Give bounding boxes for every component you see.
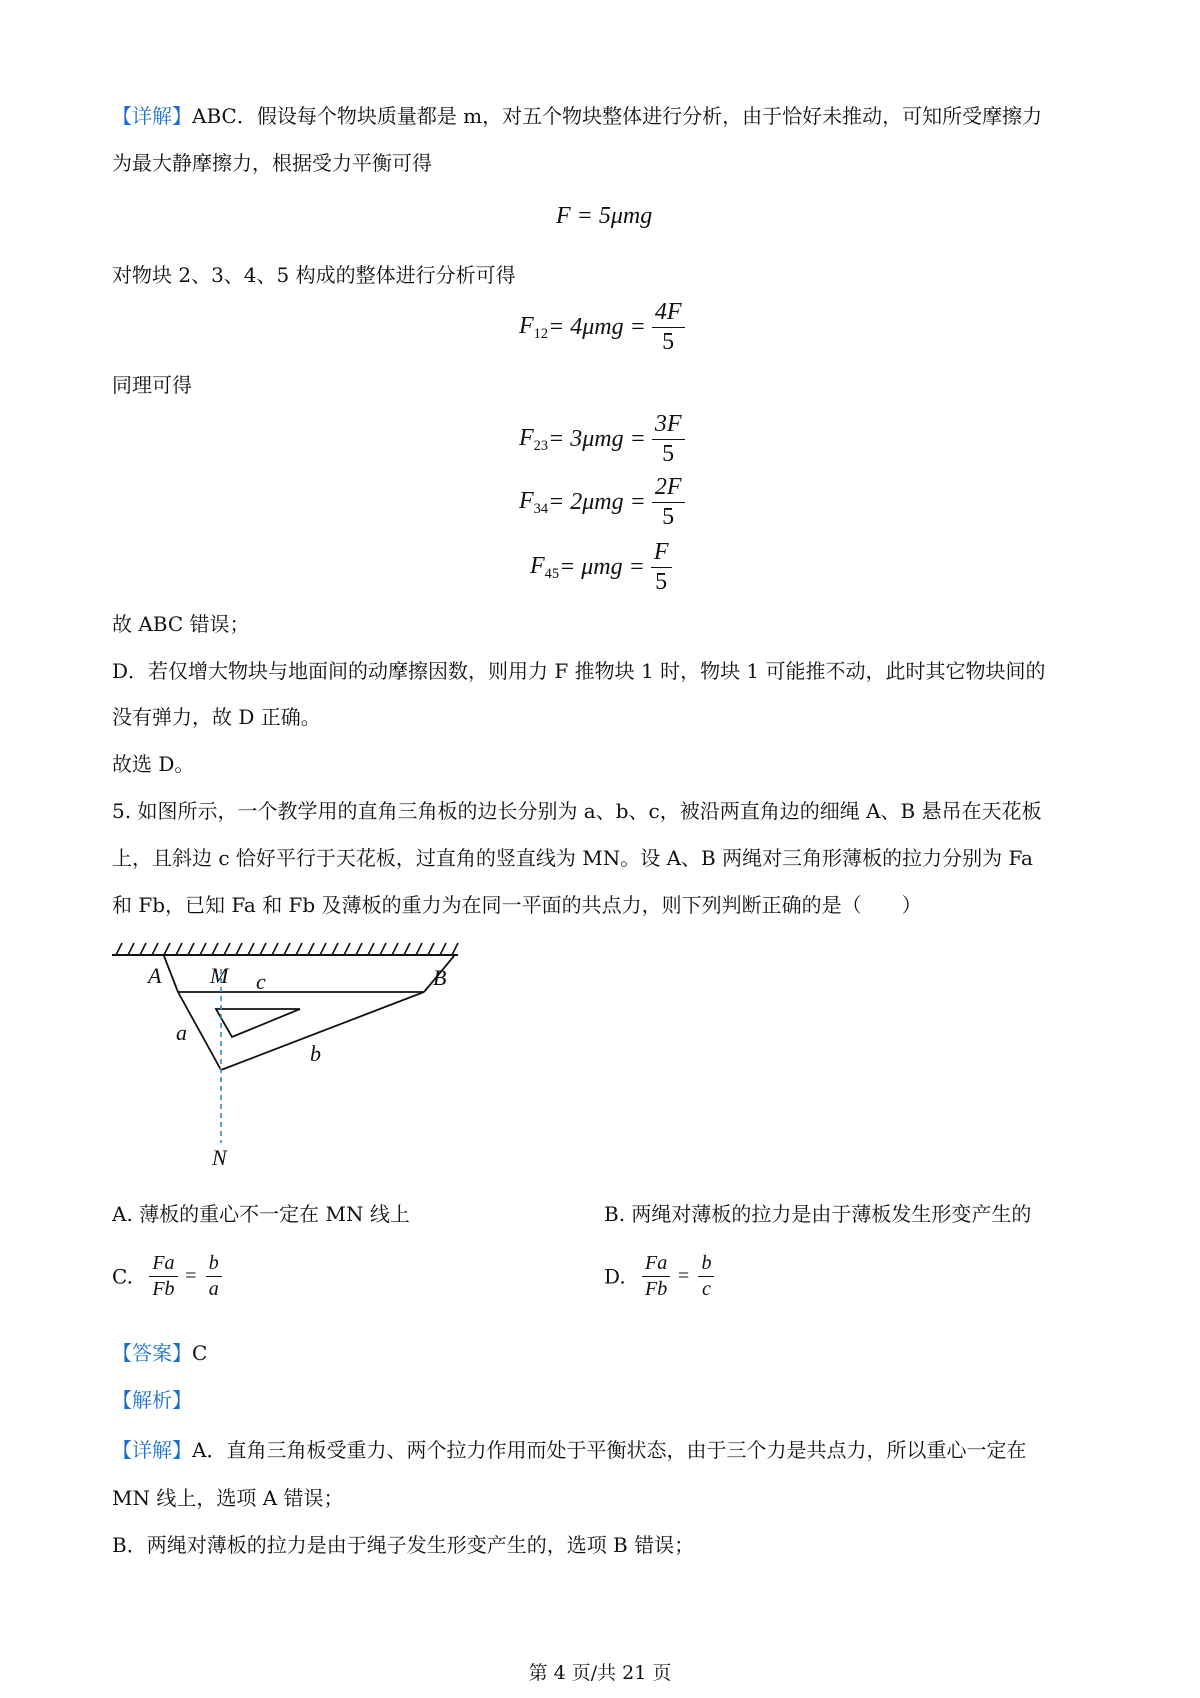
leg-b — [221, 992, 424, 1070]
ceiling-hatching — [112, 943, 458, 955]
detail-paragraph-line-2: 为最大静摩擦力，根据受力平衡可得 — [112, 151, 432, 175]
equation-total-force: F = 5μmg — [556, 203, 653, 229]
label-b-side: b — [310, 1041, 321, 1066]
question-5-line-1: 5. 如图所示，一个教学用的直角三角板的边长分别为 a、b、c，被沿两直角边的细绳 A、B 悬吊在天花板 — [112, 799, 1042, 823]
equation-f23: $F_{23}= 3\mu mg$ = $\frac{3F}{5}$ — [519, 412, 685, 467]
option-a: A. 薄板的重心不一定在 MN 线上 — [112, 1202, 410, 1226]
detail-paragraph-line-3: 对物块 2、3、4、5 构成的整体进行分析可得 — [112, 263, 516, 287]
triangle-plate-diagram — [108, 925, 478, 1175]
answer-tag: 【答案】 — [112, 1341, 192, 1365]
detail-paragraph-line-1: 【详解】ABC．假设每个物块质量都是 m，对五个物块整体进行分析，由于恰好未推动，可知所受摩擦力 — [112, 104, 1043, 128]
inner-triangle-cutout — [216, 1009, 300, 1037]
analysis-tag: 【解析】 — [112, 1388, 192, 1412]
detail-tag: 【详解】 — [112, 104, 192, 128]
question-5-line-3: 和 Fb，已知 Fa 和 Fb 及薄板的重力为在同一平面的共点力，则下列判断正确的是（ ） — [112, 893, 922, 917]
option-b: B. 两绳对薄板的拉力是由于薄板发生形变产生的 — [604, 1202, 1032, 1226]
equation-f12: $F_{12}= 4\mu mg$ = $\frac{4F}{5}$ — [519, 300, 685, 355]
label-m: M — [210, 963, 229, 988]
label-a-side: a — [176, 1020, 187, 1045]
answer-detail-line-2: MN 线上，选项 A 错误； — [112, 1486, 344, 1510]
question-5-line-2: 上，且斜边 c 恰好平行于天花板，过直角的竖直线为 MN。设 A、B 两绳对三角形薄板的拉力分别为 Fa — [112, 846, 1033, 870]
page-number: 第 4 页/共 21 页 — [528, 1662, 672, 1684]
detail-paragraph-line-5: 故 ABC 错误； — [112, 612, 250, 636]
detail-paragraph-line-6: D．若仅增大物块与地面间的动摩擦因数，则用力 F 推物块 1 时，物块 1 可能推不动，此时其它物块间的 — [112, 659, 1046, 683]
answer-detail-tag: 【详解】 — [112, 1438, 192, 1462]
analysis-line — [112, 1390, 192, 1410]
label-a-point: A — [148, 963, 162, 988]
label-n: N — [212, 1145, 227, 1170]
option-d: D. $\frac{Fa}{Fb}$ = $\frac{b}{c}$ — [604, 1253, 714, 1300]
label-b-point: B — [433, 965, 447, 990]
detail-paragraph-line-8: 故选 D。 — [112, 752, 195, 776]
equation-f34: $F_{34}= 2\mu mg$ = $\frac{2F}{5}$ — [519, 475, 685, 530]
equation-f45: $F_{45}= \mu mg$ = $\frac{F}{5}$ — [530, 540, 672, 595]
detail-paragraph-line-4: 同理可得 — [112, 373, 192, 397]
option-c: C. $\frac{Fa}{Fb}$ = $\frac{b}{a}$ — [112, 1253, 222, 1300]
answer-value: C — [192, 1341, 208, 1365]
answer-detail-line-3: B．两绳对薄板的拉力是由于绳子发生形变产生的，选项 B 错误； — [112, 1533, 695, 1557]
answer-detail-line-1: 【详解】A．直角三角板受重力、两个拉力作用而处于平衡状态，由于三个力是共点力，所以重心一定在 — [112, 1438, 1027, 1462]
detail-paragraph-line-7: 没有弹力，故 D 正确。 — [112, 705, 321, 729]
answer-line — [112, 1343, 207, 1363]
rope-a — [164, 956, 178, 992]
label-c: c — [256, 969, 266, 994]
